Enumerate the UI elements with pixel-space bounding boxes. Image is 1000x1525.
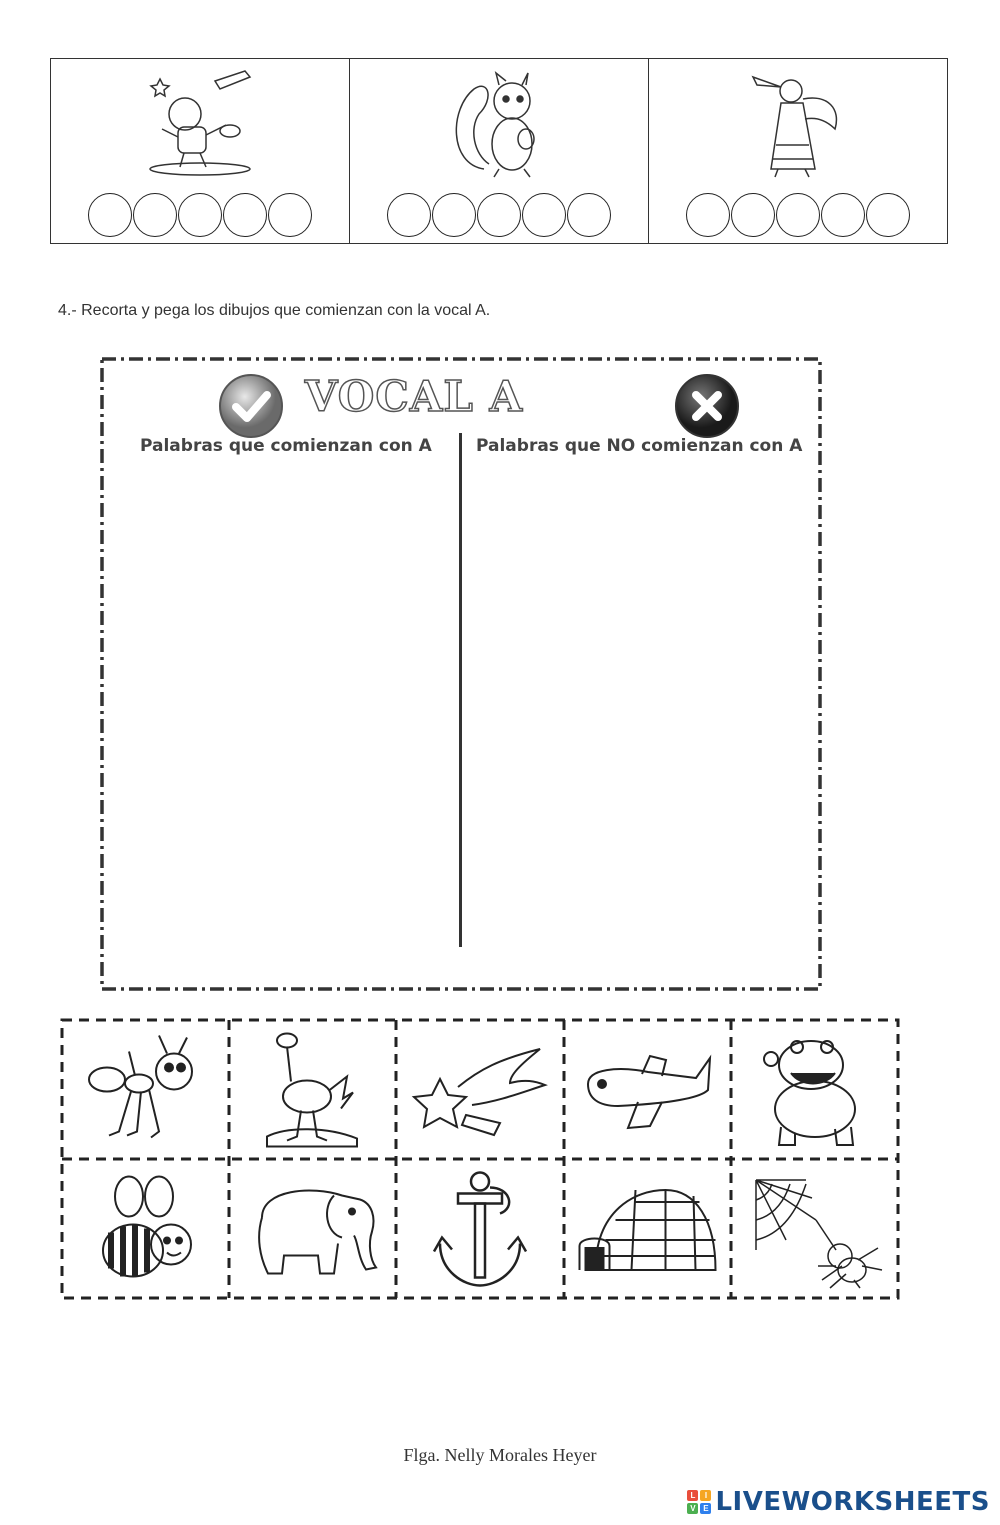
shooting-star-icon — [410, 1039, 550, 1139]
letter-circle[interactable] — [731, 193, 775, 237]
cutout-card[interactable] — [228, 1018, 396, 1159]
astronaut-icon — [140, 69, 260, 179]
airplane-icon — [578, 1044, 718, 1134]
letter-circles-table — [50, 58, 948, 244]
letter-circles — [649, 193, 947, 237]
letter-circle[interactable] — [178, 193, 222, 237]
column-divider — [459, 433, 462, 947]
elephant-icon — [242, 1177, 382, 1282]
cutout-card[interactable] — [396, 1159, 564, 1300]
letter-circle[interactable] — [821, 193, 865, 237]
hippo-icon — [751, 1029, 881, 1149]
letter-circle[interactable] — [522, 193, 566, 237]
letter-circles — [51, 193, 349, 237]
cutout-card[interactable] — [228, 1159, 396, 1300]
ant-icon — [79, 1031, 209, 1146]
cutout-card[interactable] — [396, 1018, 564, 1159]
cutout-card[interactable] — [732, 1159, 900, 1300]
letter-circle[interactable] — [133, 193, 177, 237]
cutout-card[interactable] — [564, 1159, 732, 1300]
bee-icon — [89, 1172, 199, 1287]
letter-circles — [350, 193, 648, 237]
anchor-icon — [430, 1167, 530, 1292]
squirrel-icon — [444, 69, 554, 184]
picture-cell-astronaut — [51, 59, 350, 243]
cutout-card[interactable] — [60, 1018, 228, 1159]
letter-circle[interactable] — [387, 193, 431, 237]
board-title: VOCAL A — [304, 372, 524, 421]
letter-circle[interactable] — [223, 193, 267, 237]
spider-icon — [746, 1170, 886, 1290]
letter-circle[interactable] — [88, 193, 132, 237]
cutout-grid — [60, 1018, 900, 1300]
liveworksheets-brand[interactable] — [687, 1487, 990, 1517]
letter-circle[interactable] — [686, 193, 730, 237]
picture-cell-squirrel — [350, 59, 649, 243]
letter-circle[interactable] — [432, 193, 476, 237]
liveworksheets-logo-icon: L I V E — [687, 1490, 711, 1514]
picture-cell-angel — [649, 59, 947, 243]
angel-icon — [743, 69, 853, 184]
igloo-icon — [576, 1180, 721, 1280]
author-footer: Flga. Nelly Morales Heyer — [403, 1445, 597, 1465]
right-column-heading: Palabras que NO comienzan con A — [476, 436, 803, 456]
cutout-card[interactable] — [732, 1018, 900, 1159]
letter-circle[interactable] — [268, 193, 312, 237]
brand-name: LIVEWORKSHEETS — [715, 1487, 990, 1517]
left-column-heading: Palabras que comienzan con A — [140, 436, 432, 456]
letter-circle[interactable] — [477, 193, 521, 237]
letter-circle[interactable] — [567, 193, 611, 237]
letter-circle[interactable] — [866, 193, 910, 237]
ostrich-icon — [257, 1026, 367, 1151]
cutout-card[interactable] — [60, 1159, 228, 1300]
cross-icon — [674, 373, 740, 439]
letter-circle[interactable] — [776, 193, 820, 237]
cutout-card[interactable] — [564, 1018, 732, 1159]
instruction-text: 4.- Recorta y pega los dibujos que comienzan con la vocal A. — [58, 302, 491, 319]
